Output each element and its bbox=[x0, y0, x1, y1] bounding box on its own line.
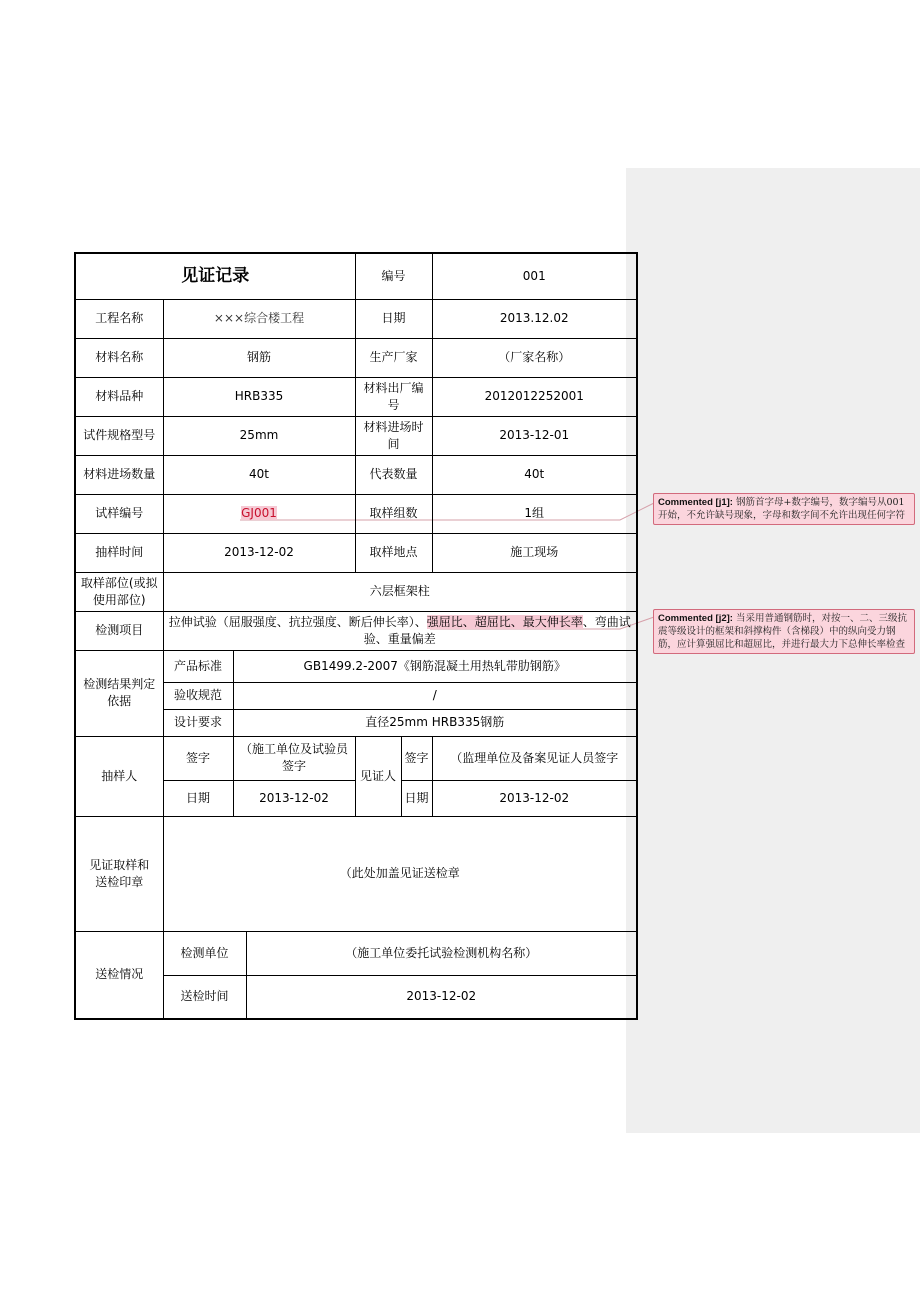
sampler-sign-value: （施工单位及试验员签字 bbox=[233, 736, 355, 780]
comment-j1-tag: Commented [j1]: bbox=[658, 497, 733, 508]
entry-qty-label: 材料进场数量 bbox=[75, 455, 163, 494]
comment-j2-tag: Commented [j2]: bbox=[658, 613, 733, 624]
sampler-sign-label: 签字 bbox=[163, 736, 233, 780]
witness-sign-label: 签字 bbox=[401, 736, 432, 780]
groups-value: 1组 bbox=[432, 494, 637, 533]
project-value: ×××综合楼工程 bbox=[163, 299, 355, 338]
submit-time-value: 2013-12-02 bbox=[246, 975, 637, 1019]
test-items-highlight[interactable]: 强屈比、超屈比、最大伸长率 bbox=[426, 614, 583, 629]
rep-qty-value: 40t bbox=[432, 455, 637, 494]
groups-label: 取样组数 bbox=[355, 494, 432, 533]
witness-sign-value: （监理单位及备案见证人员签字 bbox=[432, 736, 637, 780]
witness-date-label: 日期 bbox=[401, 780, 432, 816]
sampling-part-value: 六层框架柱 bbox=[163, 572, 637, 611]
basis-label: 检测结果判定依据 bbox=[75, 650, 163, 736]
submit-time-label: 送检时间 bbox=[163, 975, 246, 1019]
test-items-text-1: 拉伸试验（屈服强度、抗拉强度、断后伸长率）、 bbox=[168, 614, 427, 629]
material-name-label: 材料名称 bbox=[75, 338, 163, 377]
sampler-label: 抽样人 bbox=[75, 736, 163, 816]
material-type-label: 材料品种 bbox=[75, 377, 163, 416]
comment-j1[interactable] bbox=[653, 493, 915, 525]
lab-label: 检测单位 bbox=[163, 931, 246, 975]
sampler-date-value: 2013-12-02 bbox=[233, 780, 355, 816]
project-label: 工程名称 bbox=[75, 299, 163, 338]
entry-qty-value: 40t bbox=[163, 455, 355, 494]
sampling-part-label: 取样部位(或拟使用部位) bbox=[75, 572, 163, 611]
date-value: 2013.12.02 bbox=[432, 299, 637, 338]
manufacturer-value: （厂家名称） bbox=[432, 338, 637, 377]
test-items-value bbox=[163, 611, 637, 650]
spec-value: 25mm bbox=[163, 416, 355, 455]
test-items-text-2: 、弯曲试验、重量偏差 bbox=[363, 614, 631, 646]
witness-label: 见证人 bbox=[355, 736, 401, 816]
test-items-label: 检测项目 bbox=[75, 611, 163, 650]
sampling-place-label: 取样地点 bbox=[355, 533, 432, 572]
material-name-value: 钢筋 bbox=[163, 338, 355, 377]
seal-area: （此处加盖见证送检章 bbox=[163, 816, 637, 931]
acceptance-value: / bbox=[233, 682, 637, 709]
product-std-value: GB1499.2-2007《钢筋混凝土用热轧带肋钢筋》 bbox=[233, 650, 637, 682]
manufacturer-label: 生产厂家 bbox=[355, 338, 432, 377]
sample-no-value[interactable]: GJ001 bbox=[241, 506, 277, 520]
sampling-time-value: 2013-12-02 bbox=[163, 533, 355, 572]
comment-j2[interactable] bbox=[653, 609, 915, 654]
witness-record-form bbox=[74, 252, 638, 1020]
seal-label bbox=[75, 816, 163, 931]
product-std-label: 产品标准 bbox=[163, 650, 233, 682]
design-value: 直径25mm HRB335钢筋 bbox=[233, 709, 637, 736]
sample-no-label: 试样编号 bbox=[75, 494, 163, 533]
factory-no-value: 2012012252001 bbox=[432, 377, 637, 416]
entry-time-label: 材料进场时间 bbox=[355, 416, 432, 455]
lab-value: （施工单位委托试验检测机构名称） bbox=[246, 931, 637, 975]
material-type-value: HRB335 bbox=[163, 377, 355, 416]
entry-time-value: 2013-12-01 bbox=[432, 416, 637, 455]
comment-j1-text: 钢筋首字母+数字编号，数字编号从001开始，不允许缺号现象，字母和数字间不允许出现任何字符 bbox=[658, 497, 906, 521]
form-title: 见证记录 bbox=[75, 253, 355, 299]
comment-j2-text: 当采用普通钢筋时，对按一、二、三级抗震等级设计的框架和斜撑构件（含梯段）中的纵向受力钢筋，应计算强屈比和超屈比，并进行最大力下总伸长率检查 bbox=[658, 613, 907, 650]
submission-label: 送检情况 bbox=[75, 931, 163, 1019]
sample-no-cell bbox=[163, 494, 355, 533]
acceptance-label: 验收规范 bbox=[163, 682, 233, 709]
number-value: 001 bbox=[432, 253, 637, 299]
design-label: 设计要求 bbox=[163, 709, 233, 736]
sampler-date-label: 日期 bbox=[163, 780, 233, 816]
seal-label-text: 见证取样和送检印章 bbox=[89, 857, 150, 889]
number-label: 编号 bbox=[355, 253, 432, 299]
sampling-place-value: 施工现场 bbox=[432, 533, 637, 572]
rep-qty-label: 代表数量 bbox=[355, 455, 432, 494]
factory-no-label: 材料出厂编号 bbox=[355, 377, 432, 416]
date-label: 日期 bbox=[355, 299, 432, 338]
spec-label: 试件规格型号 bbox=[75, 416, 163, 455]
sampling-time-label: 抽样时间 bbox=[75, 533, 163, 572]
witness-date-value: 2013-12-02 bbox=[432, 780, 637, 816]
